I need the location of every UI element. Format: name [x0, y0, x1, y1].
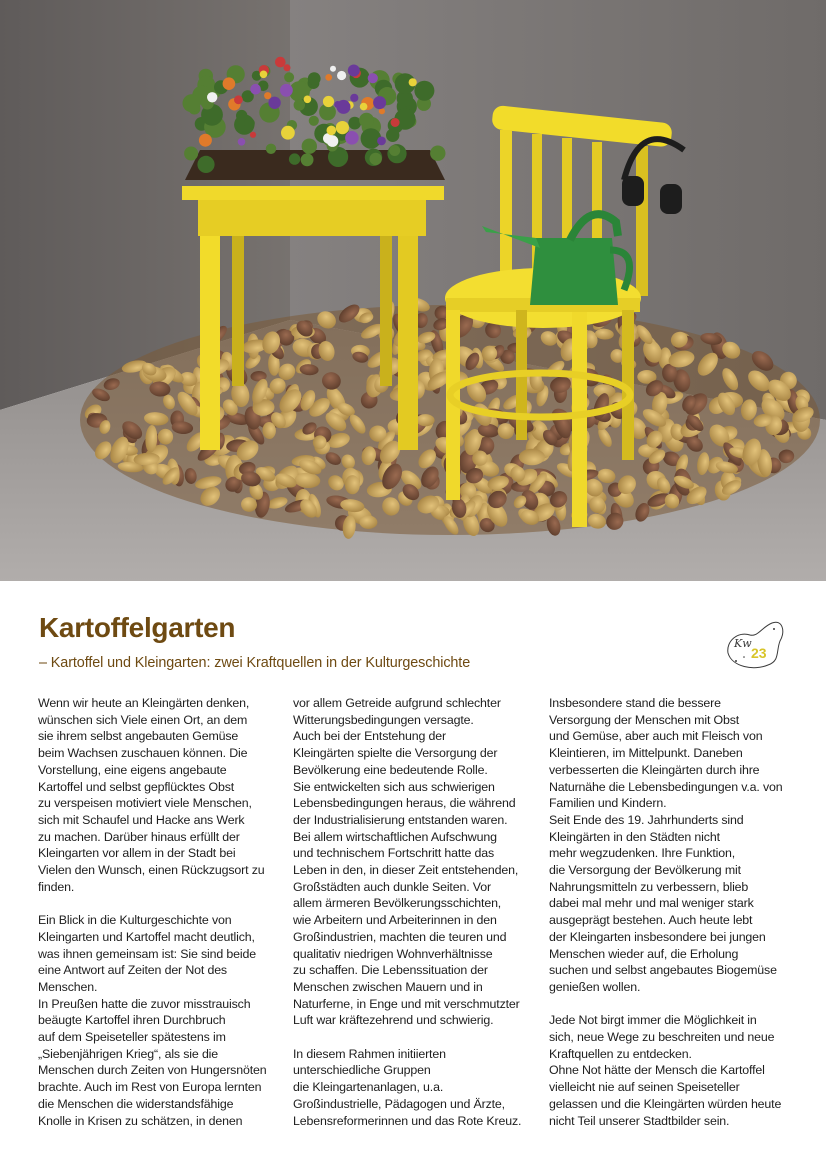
- text-column-3: [549, 695, 794, 1129]
- paragraph: Ein Blick in die Kulturgeschichte von Kleingarten und Kartoffel macht deutlich, was ihnen gemeinsam ist: Sie sind beide eine Antwort auf Zeiten der Not des Menschen. In Preußen hatte die zuvor misstrauisch beäugte Kartoffel ihren Durchbruch auf dem Speiseteller spätestens im „Siebenjährigen Krieg“, als sie die Menschen durch Zeiten von Hungersnöten brachte. Auch im Rest von Europa lernten die Menschen die widerstandsfähige Knolle in Krisen zu schätzen, in denen: [38, 913, 267, 1128]
- kartoffelgarten-installation-photo: [0, 0, 826, 581]
- page-number: 23: [751, 645, 767, 661]
- logo-text: Kw: [734, 637, 752, 650]
- text-column-2: [293, 695, 533, 1129]
- text-column-1: [38, 695, 278, 1129]
- article-subtitle: – Kartoffel und Kleingarten: zwei Kraftquellen in der Kulturgeschichte: [39, 655, 471, 671]
- potato-logo-icon: [724, 617, 786, 671]
- article-title: Kartoffelgarten: [39, 612, 236, 643]
- paragraph: vor allem Getreide aufgrund schlechter Witterungsbedingungen versagte. Auch bei der Entstehung der Kleingärten spielte die Versorgung der Bevölkerung eine bedeutende Rolle. Sie entwickelten sich aus schwierigen Lebensbedingungen heraus, die während der Industrialisierung entstanden waren. Bei allem wirtschaftlichen Aufschwung und technischem Fortschritt hatte das Leben in den, in dieser Zeit entstehenden, Großstädten auch dunkle Seiten. Vor allem ärmeren Bevölkerungsschichten, wie Arbeitern und Arbeiterinnen in den Großindustrien, machten die teuren und qualitativ niedrigen Wohnverhältnisse zu schaffen. Die Lebenssituation der Menschen zwischen Mauern und in Naturferne, in Enge und mit verschmutzter Luft war kräftezehrend und schwierig.: [293, 696, 520, 1028]
- paragraph: In diesem Rahmen initiierten unterschiedliche Gruppen die Kleingartenanlagen, u.a. Großindustrielle, Pädagogen und Ärzte, Lebensreformerinnen und das Rote Kreuz.: [293, 1046, 522, 1128]
- paragraph: Insbesondere stand die bessere Versorgung der Menschen mit Obst und Gemüse, aber auch mit Fleisch von Kleintieren, im Mittelpunkt. Daneben verbesserten die Kleingärten durch ihre Naturnähe die Lebensbedingungen v.a. von Familien und Kindern. Seit Ende des 19. Jahrhunderts sind Kleingärten in den Städten nicht mehr wegzudenken. Ihre Funktion, die Versorgung der Bevölkerung mit Nahrungsmitteln zu verbessern, blieb dabei mal mehr und mal weniger stark ausgeprägt bestehen. Auch heute lebt der Kleingarten insbesondere bei jungen Menschen wieder auf, die Erholung suchen und selbst angebautes Biogemüse genießen wollen.: [549, 696, 783, 994]
- paragraph: Wenn wir heute an Kleingärten denken, wünschen sich Viele einen Ort, an dem sie ihrem selbst angebauten Gemüse beim Wachsen zuschauen können. Die Vorstellung, eine eigens angebaute Kartoffel und selbst gepflücktes Obst zu verspeisen motiviert viele Menschen, sich mit Schaufel und Hacke ans Werk zu machen. Darüber hinaus erfüllt der Kleingarten vor allem in der Stadt bei Vielen den Wunsch, einen Rückzugsort zu finden.: [38, 696, 265, 894]
- paragraph: Jede Not birgt immer die Möglichkeit in sich, neue Wege zu beschreiten und neue Kraftquellen zu entdecken. Ohne Not hätte der Mensch die Kartoffel vielleicht nie auf seinen Speiseteller gelassen und die Kleingärten würden heute nicht Teil unserer Stadtbilder sein.: [549, 1013, 782, 1128]
